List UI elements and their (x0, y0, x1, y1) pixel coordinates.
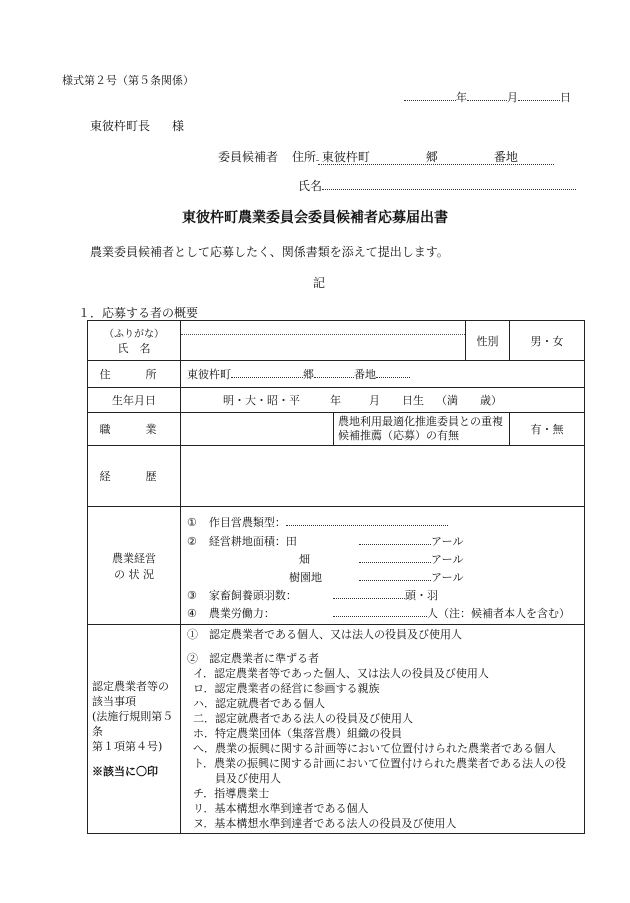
job-field[interactable] (181, 413, 334, 446)
name-row (88, 321, 585, 361)
birth-eras[interactable]: 明・大・昭・平 (223, 394, 300, 407)
area-rice-blank: アール (359, 533, 463, 549)
ki-label: 記 (313, 276, 326, 290)
section-heading: １．応募する者の概要 (78, 306, 199, 320)
cert-item[interactable]: チ．指導農業士 (193, 787, 270, 800)
cert-item[interactable]: ① 認定農業者である個人、又は法人の役員及び使用人 (187, 628, 462, 641)
month-label: 月 (507, 91, 518, 104)
address-town: 東彼杵町 (321, 150, 370, 164)
birth-day: 日生 (402, 394, 424, 407)
history-label: 経 歴 (88, 446, 181, 507)
applicant-address-line (218, 148, 554, 165)
cert-label-5: ※該当に〇印 (92, 765, 158, 778)
form-number: 様式第２号（第５条関係） (62, 74, 194, 87)
gender-label: 性別 (466, 321, 510, 361)
gender-value[interactable]: 男・女 (510, 321, 585, 361)
birth-year: 年 (330, 394, 341, 407)
crop-line: ① 作目営農類型： (187, 514, 448, 530)
cert-item[interactable]: リ．基本構想水準到達者である個人 (193, 802, 369, 815)
birth-value-cell[interactable] (181, 388, 585, 413)
name-label: 氏名 (298, 179, 323, 193)
cert-item[interactable]: ヌ．基本構想水準到達者である法人の役員及び使用人 (193, 817, 457, 830)
month-blank[interactable] (467, 89, 507, 101)
crop-blank[interactable] (286, 514, 448, 526)
farm-row (88, 507, 585, 625)
document-title: 東彼杵町農業委員会委員候補者応募届出書 (182, 210, 448, 226)
area-field-blank: アール (359, 551, 463, 567)
cert-item[interactable]: ② 認定農業者に準ずる者 (187, 652, 319, 665)
address-lot: 番地 (493, 150, 518, 164)
cert-item-continued: 員及び使用人 (215, 772, 281, 785)
job-row (88, 413, 585, 446)
intro-text: 農業委員候補者として応募したく、関係書類を添えて提出します。 (90, 245, 449, 259)
date-line (404, 89, 571, 105)
birth-label: 生年月日 (88, 388, 181, 413)
history-row (88, 446, 585, 507)
cert-item[interactable]: イ．認定農業者等であった個人、又は法人の役員及び使用人 (193, 667, 489, 680)
name-field[interactable] (181, 335, 465, 360)
addressee-name: 東彼杵町長 (90, 119, 151, 133)
day-blank[interactable] (518, 89, 560, 101)
cert-row (88, 625, 585, 834)
job-label: 職 業 (88, 413, 181, 446)
birth-row (88, 388, 585, 413)
address-district: 郷 (425, 150, 438, 164)
table-address-town: 東彼杵町 (187, 368, 231, 381)
furigana-field[interactable] (181, 321, 465, 335)
cert-label-2: 該当事項 (92, 695, 136, 708)
applicant-label: 委員候補者 (218, 150, 279, 164)
cert-label-1: 認定農業者等の (92, 680, 169, 693)
history-field[interactable] (181, 446, 585, 507)
cert-item[interactable]: へ．農業の振興に関する計画等において位置付けられた農業者である個人 (193, 742, 556, 755)
duplicate-value[interactable]: 有・無 (510, 413, 585, 446)
area-orchard-blank: アール (359, 569, 463, 585)
cert-label-4: 第１項第４号) (92, 740, 163, 753)
labor-line: ④ 農業労働力： (187, 607, 275, 620)
duplicate-text-1: 農地利用最適化推進委員との重複 (338, 415, 503, 428)
address-label: 住所 (292, 150, 317, 164)
farm-label-1: 農業経営 (112, 551, 156, 565)
year-blank[interactable] (404, 89, 456, 101)
applicant-table (87, 320, 585, 834)
farm-label-2: の 状 況 (114, 567, 154, 581)
cert-label-cell (88, 625, 181, 834)
furigana-label: （ふりがな） (104, 329, 164, 340)
address-label-cell: 住 所 (88, 361, 181, 388)
table-address-district: 郷 (303, 368, 314, 381)
cert-item[interactable]: ハ．認定就農者である個人 (193, 697, 325, 710)
birth-month: 月 (369, 394, 380, 407)
name-label-cell (88, 321, 181, 361)
livestock-line: ③ 家畜飼養頭羽数： (187, 589, 297, 602)
addressee-honorific: 様 (172, 119, 185, 133)
cert-item[interactable]: ロ．認定農業者の経営に参画する親族 (193, 682, 380, 695)
duplicate-text-2: 候補推薦（応募）の有無 (338, 429, 459, 442)
labor-blank: 人（注：候補者本人を含む） (333, 605, 570, 621)
cert-items (181, 625, 585, 834)
applicant-name-line (298, 177, 576, 194)
livestock-blank: 頭・羽 (333, 587, 438, 603)
cert-item[interactable]: ト．農業の振興に関する計画において位置付けられた農業者である法人の役 (193, 757, 567, 770)
orchard-label: 樹園地 (289, 571, 322, 584)
cert-item[interactable]: 二．認定就農者である法人の役員及び使用人 (193, 712, 413, 725)
table-address-lot: 番地 (354, 368, 376, 381)
name-blank[interactable] (322, 178, 576, 190)
duplicate-label-cell (334, 413, 510, 446)
year-label: 年 (456, 91, 467, 104)
addressee (90, 117, 184, 134)
address-value-cell[interactable] (181, 361, 585, 388)
cert-item[interactable]: ホ．特定農業団体（集落営農）組織の役員 (193, 727, 402, 740)
name-input-cell[interactable] (181, 321, 466, 361)
cert-label-3: (法施行規則第５条 (92, 710, 174, 738)
field-label: 畑 (299, 553, 310, 566)
farm-label-cell (88, 507, 181, 625)
day-label: 日 (560, 91, 571, 104)
address-row (88, 361, 585, 388)
name-label: 氏 名 (117, 342, 151, 355)
area-rice-line: ② 経営耕地面積：田 (187, 535, 297, 548)
farm-details (181, 507, 585, 625)
birth-age: （満 歳） (436, 394, 502, 407)
